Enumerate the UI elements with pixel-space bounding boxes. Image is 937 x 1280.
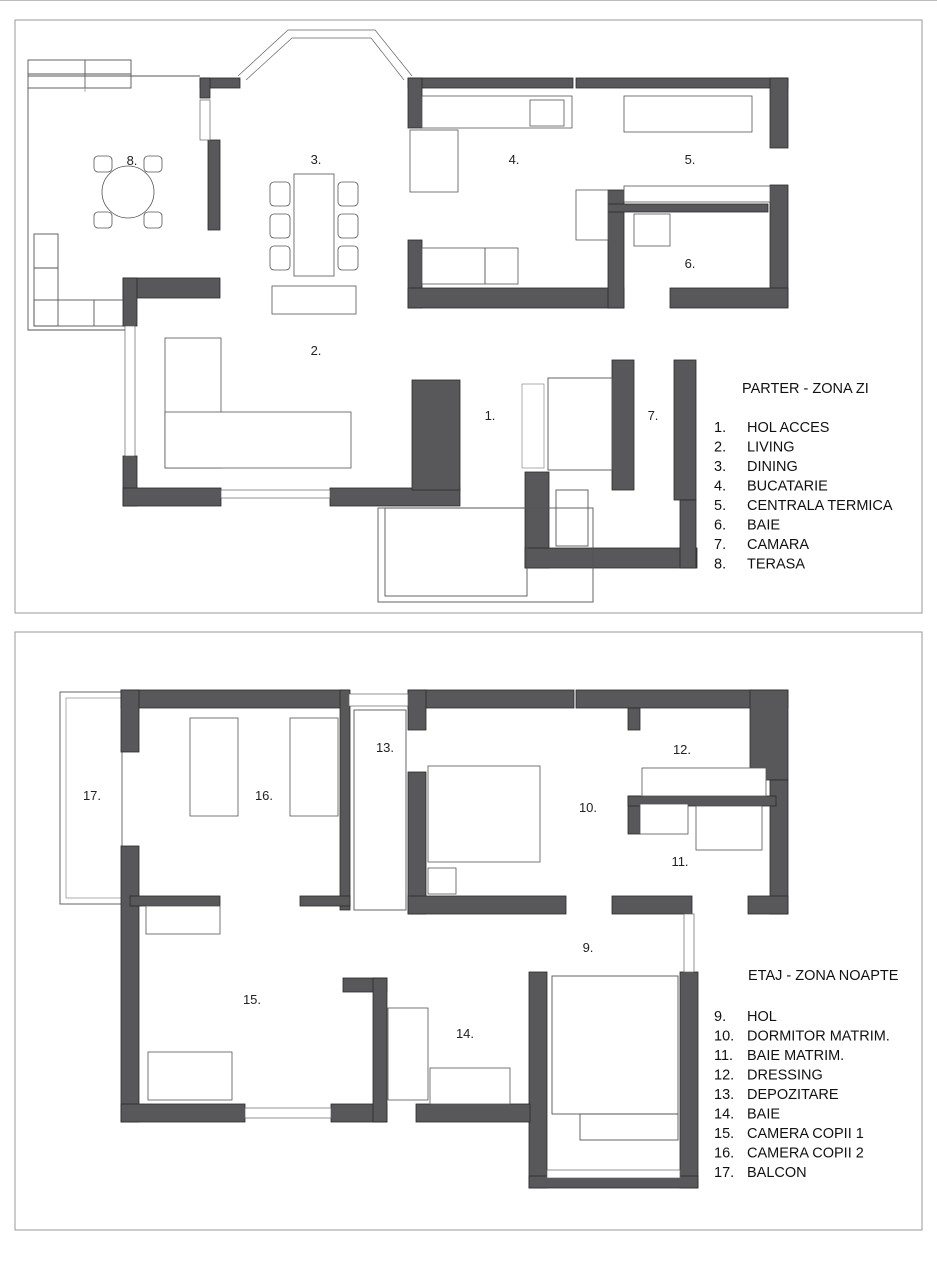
ground-legend-num: 3.: [714, 459, 727, 475]
upper-legend-num: 14.: [714, 1106, 735, 1123]
upper-legend-name: DORMITOR MATRIM.: [747, 1028, 890, 1045]
upper-legend-name: DEPOZITARE: [747, 1087, 839, 1103]
upper-legend-name: BALCON: [747, 1165, 807, 1181]
room-num-7: 7.: [647, 408, 659, 423]
ground-legend-num: 8.: [714, 556, 727, 573]
upper-legend-name: DRESSING: [747, 1067, 823, 1084]
upper-legend-num: 15.: [714, 1126, 735, 1142]
room-num-16: 16.: [254, 788, 274, 803]
upper-legend-name: BAIE: [747, 1106, 781, 1123]
upper-legend-name: HOL: [747, 1009, 777, 1025]
ground-legend-num: 7.: [714, 537, 727, 553]
room-num-5: 5.: [684, 152, 696, 167]
upper-legend-num: 10.: [714, 1028, 735, 1045]
upper-legend-num: 9.: [714, 1009, 727, 1025]
ground-legend-name: TERASA: [747, 556, 806, 573]
upper-legend: [714, 968, 899, 1181]
upper-floor-plan: [15, 632, 922, 1230]
room-num-4: 4.: [508, 152, 520, 167]
ground-legend-name: HOL ACCES: [747, 420, 830, 436]
ground-legend-name: BAIE: [747, 517, 781, 534]
room-num-14: 14.: [455, 1026, 475, 1041]
ground-legend-num: 2.: [714, 439, 727, 456]
room-num-9: 9.: [582, 940, 594, 955]
ground-legend: [714, 381, 893, 573]
room-num-15: 15.: [242, 992, 262, 1007]
ground-legend-name: CAMARA: [747, 537, 810, 553]
ground-legend-name: DINING: [747, 459, 798, 475]
ground-legend-num: 4.: [714, 478, 727, 495]
room-num-6: 6.: [684, 256, 696, 271]
dining-table: [270, 174, 358, 314]
upper-legend-num: 16.: [714, 1145, 735, 1162]
ground-legend-num: 6.: [714, 517, 727, 534]
room-num-11: 11.: [671, 854, 689, 869]
upper-legend-num: 13.: [714, 1087, 735, 1103]
room-num-2: 2.: [310, 343, 322, 358]
ground-legend-name: BUCATARIE: [747, 478, 828, 495]
room-num-1: 1.: [484, 408, 496, 423]
children-beds: [190, 718, 540, 894]
room-num-8: 8.: [126, 153, 138, 168]
upper-legend-name: BAIE MATRIM.: [747, 1048, 845, 1064]
ground-legend-name: CENTRALA TERMICA: [747, 498, 893, 514]
upper-legend-title: ETAJ - ZONA NOAPTE: [748, 968, 899, 984]
room-num-3: 3.: [310, 152, 322, 167]
ground-legend-name: LIVING: [747, 439, 795, 456]
room-num-10: 10.: [578, 800, 598, 815]
upper-legend-num: 12.: [714, 1067, 735, 1084]
upper-legend-num: 11.: [714, 1048, 734, 1064]
ground-legend-title: PARTER - ZONA ZI: [742, 381, 869, 397]
room-num-13: 13.: [375, 740, 395, 755]
kitchen-furniture: [410, 96, 608, 284]
ground-legend-num: 5.: [714, 498, 727, 514]
room-num-17: 17.: [82, 788, 102, 803]
room-num-12: 12.: [672, 742, 692, 757]
upper-legend-name: CAMERA COPII 1: [747, 1126, 864, 1142]
ground-floor-plan: [15, 20, 922, 613]
upper-legend-name: CAMERA COPII 2: [747, 1145, 864, 1162]
upper-legend-num: 17.: [714, 1165, 735, 1181]
living-sofa: [165, 338, 351, 468]
ground-legend-num: 1.: [714, 420, 727, 436]
